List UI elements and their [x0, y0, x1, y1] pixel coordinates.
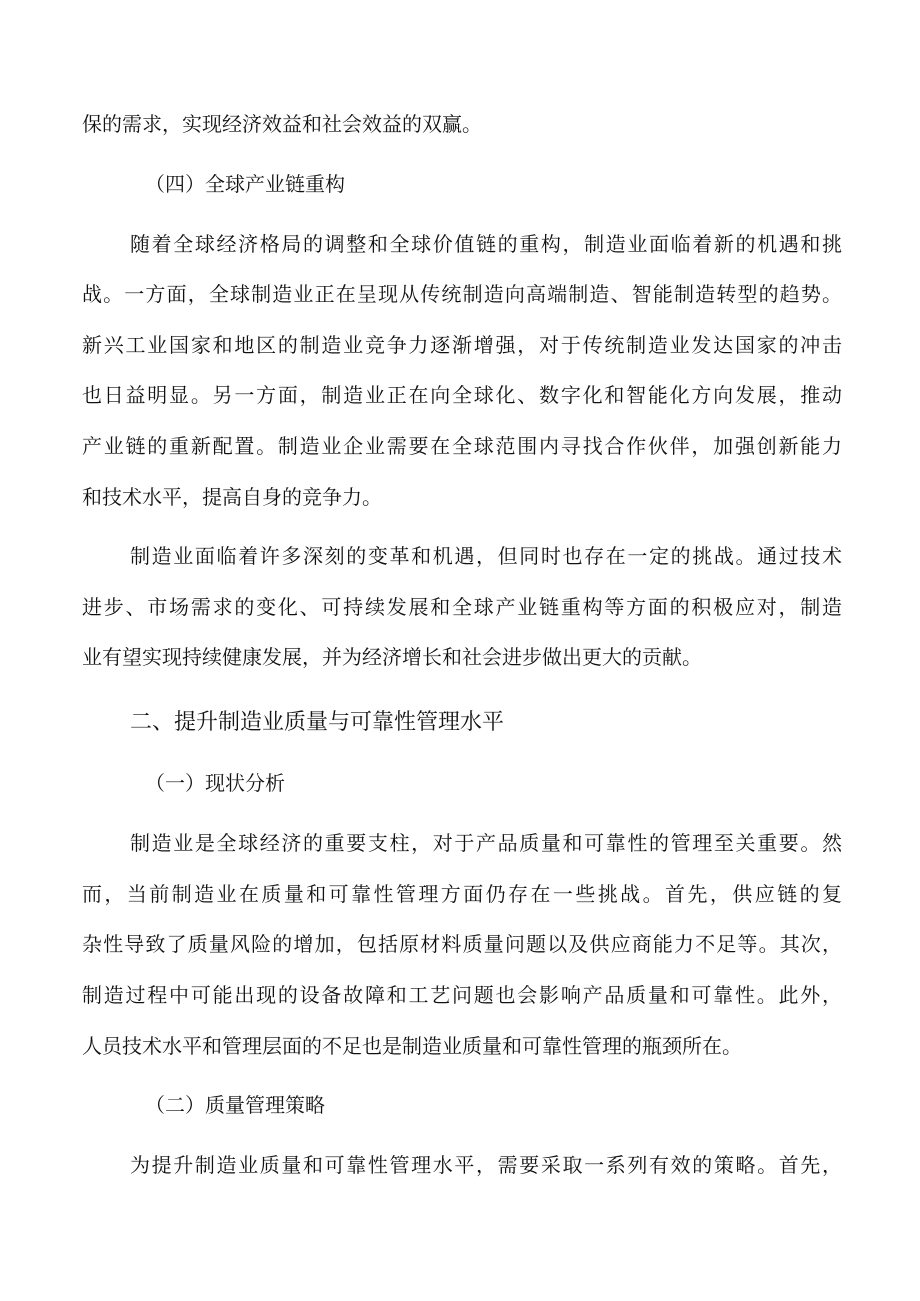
chapter-heading-2: 二、提升制造业质量与可靠性管理水平	[130, 710, 505, 735]
text-line: 新兴工业国家和地区的制造业竞争力逐渐增强，对于传统制造业发达国家的冲击	[82, 333, 842, 357]
text-line: 制造业是全球经济的重要支柱，对于产品质量和可靠性的管理至关重要。然	[130, 831, 842, 855]
section-heading-2: （二）质量管理策略	[145, 1093, 325, 1117]
text-line: 也日益明显。另一方面，制造业正在向全球化、数字化和智能化方向发展，推动	[82, 383, 842, 407]
text-line: 和技术水平，提高自身的竞争力。	[82, 485, 382, 509]
text-line: 制造业面临着许多深刻的变革和机遇，但同时也存在一定的挑战。通过技术	[130, 544, 842, 568]
text-line: 业有望实现持续健康发展，并为经济增长和社会进步做出更大的贡献。	[82, 645, 702, 669]
text-line: 为提升制造业质量和可靠性管理水平，需要采取一系列有效的策略。首先，	[130, 1153, 842, 1177]
text-line: 随着全球经济格局的调整和全球价值链的重构，制造业面临着新的机遇和挑	[130, 232, 842, 256]
text-line: 保的需求，实现经济效益和社会效益的双赢。	[82, 112, 482, 136]
section-heading-1: （一）现状分析	[145, 771, 285, 795]
text-line: 杂性导致了质量风险的增加，包括原材料质量问题以及供应商能力不足等。其次，	[82, 932, 842, 956]
text-line: 而，当前制造业在质量和可靠性管理方面仍存在一些挑战。首先，供应链的复	[82, 882, 842, 906]
text-line: 进步、市场需求的变化、可持续发展和全球产业链重构等方面的积极应对，制造	[82, 595, 842, 619]
text-line: 人员技术水平和管理层面的不足也是制造业质量和可靠性管理的瓶颈所在。	[82, 1034, 742, 1058]
text-line: 产业链的重新配置。制造业企业需要在全球范围内寻找合作伙伴，加强创新能力	[82, 434, 842, 458]
text-line: 制造过程中可能出现的设备故障和工艺问题也会影响产品质量和可靠性。此外，	[82, 983, 842, 1007]
text-line: 战。一方面，全球制造业正在呈现从传统制造向高端制造、智能制造转型的趋势。	[82, 282, 842, 306]
section-heading-4: （四）全球产业链重构	[145, 172, 345, 196]
